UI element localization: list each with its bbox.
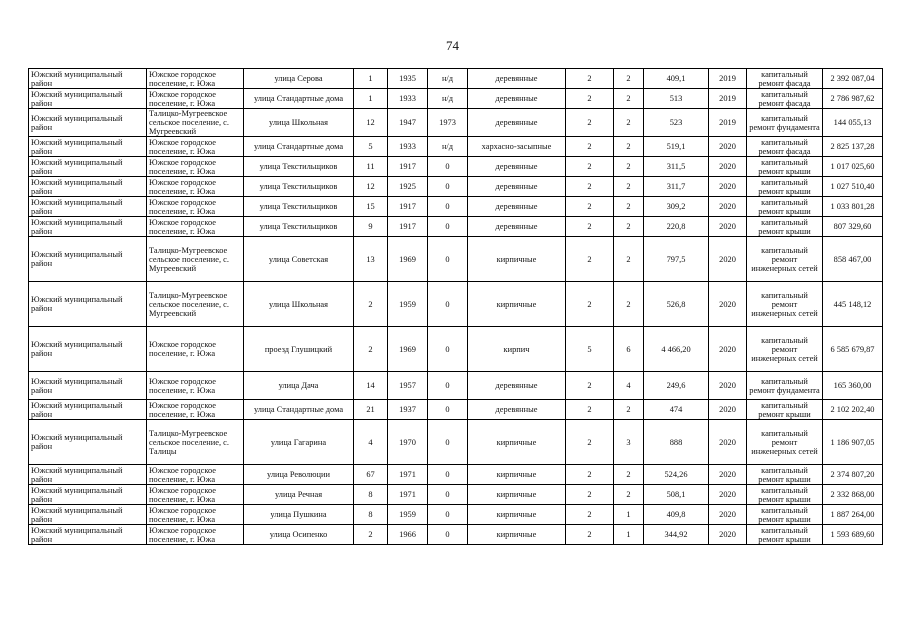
- street-cell: улица Школьная: [244, 282, 354, 327]
- entrances-cell: 2: [614, 177, 644, 197]
- plan-year-cell: 2020: [709, 217, 747, 237]
- wall-material-cell: кирпичные: [468, 505, 566, 525]
- district-cell: Южский муниципальный район: [29, 237, 147, 282]
- cost-cell: 1 887 264,00: [823, 505, 883, 525]
- year-built-cell: 1969: [388, 327, 428, 372]
- area-cell: 220,8: [644, 217, 709, 237]
- area-cell: 409,8: [644, 505, 709, 525]
- work-type-cell: капитальный ремонт крыши: [747, 177, 823, 197]
- entrances-cell: 2: [614, 485, 644, 505]
- cost-cell: 165 360,00: [823, 372, 883, 400]
- wall-material-cell: деревянные: [468, 109, 566, 137]
- year-overhaul-cell: 0: [428, 525, 468, 545]
- wall-material-cell: деревянные: [468, 177, 566, 197]
- house-number-cell: 12: [354, 109, 388, 137]
- settlement-cell: Южское городское поселение, г. Южа: [147, 217, 244, 237]
- district-cell: Южский муниципальный район: [29, 372, 147, 400]
- wall-material-cell: кирпичные: [468, 465, 566, 485]
- wall-material-cell: деревянные: [468, 197, 566, 217]
- year-built-cell: 1935: [388, 69, 428, 89]
- work-type-cell: капитальный ремонт крыши: [747, 465, 823, 485]
- street-cell: улица Стандартные дома: [244, 400, 354, 420]
- table-row: [29, 197, 883, 217]
- cost-cell: 6 585 679,87: [823, 327, 883, 372]
- cost-cell: 1 017 025,60: [823, 157, 883, 177]
- settlement-cell: Южское городское поселение, г. Южа: [147, 372, 244, 400]
- year-built-cell: 1971: [388, 465, 428, 485]
- floors-cell: 2: [566, 237, 614, 282]
- table-row: [29, 137, 883, 157]
- year-built-cell: 1917: [388, 197, 428, 217]
- year-built-cell: 1917: [388, 217, 428, 237]
- settlement-cell: Южское городское поселение, г. Южа: [147, 485, 244, 505]
- plan-year-cell: 2020: [709, 327, 747, 372]
- floors-cell: 2: [566, 69, 614, 89]
- house-number-cell: 14: [354, 372, 388, 400]
- year-overhaul-cell: 0: [428, 420, 468, 465]
- work-type-cell: капитальный ремонт крыши: [747, 505, 823, 525]
- entrances-cell: 1: [614, 525, 644, 545]
- district-cell: Южский муниципальный район: [29, 217, 147, 237]
- district-cell: Южский муниципальный район: [29, 525, 147, 545]
- table-row: [29, 465, 883, 485]
- floors-cell: 2: [566, 420, 614, 465]
- entrances-cell: 2: [614, 69, 644, 89]
- house-number-cell: 13: [354, 237, 388, 282]
- cost-cell: 2 392 087,04: [823, 69, 883, 89]
- wall-material-cell: хархасно-засыпные: [468, 137, 566, 157]
- area-cell: 409,1: [644, 69, 709, 89]
- year-overhaul-cell: 0: [428, 485, 468, 505]
- district-cell: Южский муниципальный район: [29, 197, 147, 217]
- page-number: 74: [446, 38, 459, 53]
- area-cell: 249,6: [644, 372, 709, 400]
- street-cell: улица Гагарина: [244, 420, 354, 465]
- year-overhaul-cell: 0: [428, 282, 468, 327]
- cost-cell: 2 332 868,00: [823, 485, 883, 505]
- plan-year-cell: 2020: [709, 420, 747, 465]
- floors-cell: 2: [566, 282, 614, 327]
- floors-cell: 2: [566, 217, 614, 237]
- house-number-cell: 1: [354, 69, 388, 89]
- cost-cell: 858 467,00: [823, 237, 883, 282]
- cost-cell: 1 027 510,40: [823, 177, 883, 197]
- year-built-cell: 1917: [388, 157, 428, 177]
- floors-cell: 2: [566, 485, 614, 505]
- plan-year-cell: 2020: [709, 197, 747, 217]
- year-overhaul-cell: 0: [428, 505, 468, 525]
- cost-cell: 1 033 801,28: [823, 197, 883, 217]
- settlement-cell: Южское городское поселение, г. Южа: [147, 137, 244, 157]
- floors-cell: 2: [566, 157, 614, 177]
- district-cell: Южский муниципальный район: [29, 400, 147, 420]
- table-row: [29, 327, 883, 372]
- year-overhaul-cell: н/д: [428, 89, 468, 109]
- district-cell: Южский муниципальный район: [29, 420, 147, 465]
- wall-material-cell: кирпичные: [468, 525, 566, 545]
- floors-cell: 2: [566, 89, 614, 109]
- house-number-cell: 8: [354, 505, 388, 525]
- house-number-cell: 5: [354, 137, 388, 157]
- settlement-cell: Талицко-Мугреевское сельское поселение, с. Мугреевский: [147, 237, 244, 282]
- work-type-cell: капитальный ремонт инженерных сетей: [747, 327, 823, 372]
- district-cell: Южский муниципальный район: [29, 327, 147, 372]
- settlement-cell: Южское городское поселение, г. Южа: [147, 400, 244, 420]
- district-cell: Южский муниципальный район: [29, 157, 147, 177]
- district-cell: Южский муниципальный район: [29, 69, 147, 89]
- district-cell: Южский муниципальный район: [29, 282, 147, 327]
- house-number-cell: 15: [354, 197, 388, 217]
- plan-year-cell: 2020: [709, 505, 747, 525]
- street-cell: проезд Глушицкий: [244, 327, 354, 372]
- settlement-cell: Талицко-Мугреевское сельское поселение, с. Талицы: [147, 420, 244, 465]
- house-number-cell: 21: [354, 400, 388, 420]
- year-overhaul-cell: 1973: [428, 109, 468, 137]
- wall-material-cell: деревянные: [468, 89, 566, 109]
- area-cell: 311,7: [644, 177, 709, 197]
- floors-cell: 2: [566, 525, 614, 545]
- entrances-cell: 2: [614, 109, 644, 137]
- year-built-cell: 1971: [388, 485, 428, 505]
- table-row: [29, 89, 883, 109]
- area-cell: 888: [644, 420, 709, 465]
- street-cell: улица Дача: [244, 372, 354, 400]
- area-cell: 523: [644, 109, 709, 137]
- street-cell: улица Пушкина: [244, 505, 354, 525]
- plan-year-cell: 2020: [709, 400, 747, 420]
- settlement-cell: Южское городское поселение, г. Южа: [147, 525, 244, 545]
- settlement-cell: Южское городское поселение, г. Южа: [147, 465, 244, 485]
- plan-year-cell: 2020: [709, 282, 747, 327]
- entrances-cell: 2: [614, 465, 644, 485]
- work-type-cell: капитальный ремонт фасада: [747, 69, 823, 89]
- floors-cell: 2: [566, 197, 614, 217]
- entrances-cell: 1: [614, 505, 644, 525]
- street-cell: улица Стандартные дома: [244, 89, 354, 109]
- year-overhaul-cell: н/д: [428, 69, 468, 89]
- year-overhaul-cell: 0: [428, 372, 468, 400]
- entrances-cell: 3: [614, 420, 644, 465]
- area-cell: 519,1: [644, 137, 709, 157]
- wall-material-cell: деревянные: [468, 217, 566, 237]
- year-built-cell: 1957: [388, 372, 428, 400]
- house-number-cell: 2: [354, 327, 388, 372]
- street-cell: улица Текстильщиков: [244, 197, 354, 217]
- area-cell: 474: [644, 400, 709, 420]
- table-row: [29, 69, 883, 89]
- work-type-cell: капитальный ремонт крыши: [747, 197, 823, 217]
- settlement-cell: Южское городское поселение, г. Южа: [147, 69, 244, 89]
- entrances-cell: 2: [614, 157, 644, 177]
- district-cell: Южский муниципальный район: [29, 505, 147, 525]
- entrances-cell: 2: [614, 400, 644, 420]
- year-built-cell: 1933: [388, 137, 428, 157]
- floors-cell: 5: [566, 327, 614, 372]
- year-built-cell: 1947: [388, 109, 428, 137]
- entrances-cell: 4: [614, 372, 644, 400]
- house-number-cell: 8: [354, 485, 388, 505]
- table-row: [29, 177, 883, 197]
- wall-material-cell: кирпичные: [468, 282, 566, 327]
- wall-material-cell: кирпичные: [468, 237, 566, 282]
- cost-cell: 445 148,12: [823, 282, 883, 327]
- street-cell: улица Стандартные дома: [244, 137, 354, 157]
- work-type-cell: капитальный ремонт инженерных сетей: [747, 282, 823, 327]
- area-cell: 311,5: [644, 157, 709, 177]
- work-type-cell: капитальный ремонт фундамента: [747, 372, 823, 400]
- street-cell: улица Текстильщиков: [244, 157, 354, 177]
- entrances-cell: 2: [614, 137, 644, 157]
- work-type-cell: капитальный ремонт фасада: [747, 89, 823, 109]
- floors-cell: 2: [566, 372, 614, 400]
- wall-material-cell: кирпич: [468, 327, 566, 372]
- settlement-cell: Талицко-Мугреевское сельское поселение, с. Мугреевский: [147, 109, 244, 137]
- house-number-cell: 2: [354, 282, 388, 327]
- entrances-cell: 6: [614, 327, 644, 372]
- area-cell: 513: [644, 89, 709, 109]
- year-built-cell: 1969: [388, 237, 428, 282]
- plan-year-cell: 2020: [709, 465, 747, 485]
- housing-repair-table: [28, 68, 883, 545]
- year-built-cell: 1925: [388, 177, 428, 197]
- table-row: [29, 217, 883, 237]
- plan-year-cell: 2020: [709, 372, 747, 400]
- table-row: [29, 505, 883, 525]
- cost-cell: 144 055,13: [823, 109, 883, 137]
- plan-year-cell: 2020: [709, 525, 747, 545]
- year-built-cell: 1959: [388, 505, 428, 525]
- area-cell: 344,92: [644, 525, 709, 545]
- entrances-cell: 2: [614, 89, 644, 109]
- year-overhaul-cell: 0: [428, 465, 468, 485]
- entrances-cell: 2: [614, 282, 644, 327]
- cost-cell: 1 593 689,60: [823, 525, 883, 545]
- plan-year-cell: 2020: [709, 137, 747, 157]
- street-cell: улица Школьная: [244, 109, 354, 137]
- year-overhaul-cell: 0: [428, 217, 468, 237]
- work-type-cell: капитальный ремонт крыши: [747, 525, 823, 545]
- table-row: [29, 400, 883, 420]
- area-cell: 524,26: [644, 465, 709, 485]
- cost-cell: 2 374 807,20: [823, 465, 883, 485]
- floors-cell: 2: [566, 505, 614, 525]
- cost-cell: 1 186 907,05: [823, 420, 883, 465]
- settlement-cell: Южское городское поселение, г. Южа: [147, 327, 244, 372]
- cost-cell: 2 102 202,40: [823, 400, 883, 420]
- floors-cell: 2: [566, 177, 614, 197]
- wall-material-cell: деревянные: [468, 69, 566, 89]
- plan-year-cell: 2020: [709, 237, 747, 282]
- settlement-cell: Южское городское поселение, г. Южа: [147, 89, 244, 109]
- house-number-cell: 9: [354, 217, 388, 237]
- wall-material-cell: деревянные: [468, 372, 566, 400]
- wall-material-cell: кирпичные: [468, 420, 566, 465]
- house-number-cell: 2: [354, 525, 388, 545]
- area-cell: 526,8: [644, 282, 709, 327]
- cost-cell: 2 786 987,62: [823, 89, 883, 109]
- year-overhaul-cell: 0: [428, 157, 468, 177]
- wall-material-cell: кирпичные: [468, 485, 566, 505]
- year-built-cell: 1959: [388, 282, 428, 327]
- plan-year-cell: 2020: [709, 485, 747, 505]
- entrances-cell: 2: [614, 237, 644, 282]
- floors-cell: 2: [566, 137, 614, 157]
- entrances-cell: 2: [614, 197, 644, 217]
- year-built-cell: 1970: [388, 420, 428, 465]
- work-type-cell: капитальный ремонт крыши: [747, 217, 823, 237]
- work-type-cell: капитальный ремонт крыши: [747, 400, 823, 420]
- wall-material-cell: деревянные: [468, 400, 566, 420]
- district-cell: Южский муниципальный район: [29, 177, 147, 197]
- house-number-cell: 12: [354, 177, 388, 197]
- plan-year-cell: 2019: [709, 89, 747, 109]
- area-cell: 508,1: [644, 485, 709, 505]
- table-row: [29, 282, 883, 327]
- district-cell: Южский муниципальный район: [29, 465, 147, 485]
- work-type-cell: капитальный ремонт фасада: [747, 137, 823, 157]
- year-overhaul-cell: 0: [428, 197, 468, 217]
- district-cell: Южский муниципальный район: [29, 485, 147, 505]
- area-cell: 4 466,20: [644, 327, 709, 372]
- house-number-cell: 4: [354, 420, 388, 465]
- year-built-cell: 1966: [388, 525, 428, 545]
- settlement-cell: Южское городское поселение, г. Южа: [147, 177, 244, 197]
- floors-cell: 2: [566, 465, 614, 485]
- table-row: [29, 525, 883, 545]
- house-number-cell: 1: [354, 89, 388, 109]
- area-cell: 309,2: [644, 197, 709, 217]
- plan-year-cell: 2019: [709, 69, 747, 89]
- district-cell: Южский муниципальный район: [29, 109, 147, 137]
- cost-cell: 807 329,60: [823, 217, 883, 237]
- table-row: [29, 237, 883, 282]
- floors-cell: 2: [566, 109, 614, 137]
- table-row: [29, 485, 883, 505]
- street-cell: улица Текстильщиков: [244, 217, 354, 237]
- street-cell: улица Текстильщиков: [244, 177, 354, 197]
- year-built-cell: 1933: [388, 89, 428, 109]
- floors-cell: 2: [566, 400, 614, 420]
- plan-year-cell: 2020: [709, 157, 747, 177]
- district-cell: Южский муниципальный район: [29, 137, 147, 157]
- street-cell: улица Речная: [244, 485, 354, 505]
- settlement-cell: Южское городское поселение, г. Южа: [147, 505, 244, 525]
- year-built-cell: 1937: [388, 400, 428, 420]
- plan-year-cell: 2019: [709, 109, 747, 137]
- table-row: [29, 420, 883, 465]
- settlement-cell: Южское городское поселение, г. Южа: [147, 157, 244, 177]
- work-type-cell: капитальный ремонт крыши: [747, 157, 823, 177]
- district-cell: Южский муниципальный район: [29, 89, 147, 109]
- table-row: [29, 157, 883, 177]
- area-cell: 797,5: [644, 237, 709, 282]
- year-overhaul-cell: н/д: [428, 137, 468, 157]
- plan-year-cell: 2020: [709, 177, 747, 197]
- work-type-cell: капитальный ремонт крыши: [747, 485, 823, 505]
- year-overhaul-cell: 0: [428, 327, 468, 372]
- wall-material-cell: деревянные: [468, 157, 566, 177]
- year-overhaul-cell: 0: [428, 237, 468, 282]
- street-cell: улица Серова: [244, 69, 354, 89]
- table-row: [29, 109, 883, 137]
- house-number-cell: 11: [354, 157, 388, 177]
- work-type-cell: капитальный ремонт инженерных сетей: [747, 420, 823, 465]
- street-cell: улица Революции: [244, 465, 354, 485]
- entrances-cell: 2: [614, 217, 644, 237]
- table-row: [29, 372, 883, 400]
- cost-cell: 2 825 137,28: [823, 137, 883, 157]
- work-type-cell: капитальный ремонт инженерных сетей: [747, 237, 823, 282]
- settlement-cell: Талицко-Мугреевское сельское поселение, с. Мугреевский: [147, 282, 244, 327]
- street-cell: улица Советская: [244, 237, 354, 282]
- settlement-cell: Южское городское поселение, г. Южа: [147, 197, 244, 217]
- street-cell: улица Осипенко: [244, 525, 354, 545]
- house-number-cell: 67: [354, 465, 388, 485]
- year-overhaul-cell: 0: [428, 400, 468, 420]
- year-overhaul-cell: 0: [428, 177, 468, 197]
- work-type-cell: капитальный ремонт фундамента: [747, 109, 823, 137]
